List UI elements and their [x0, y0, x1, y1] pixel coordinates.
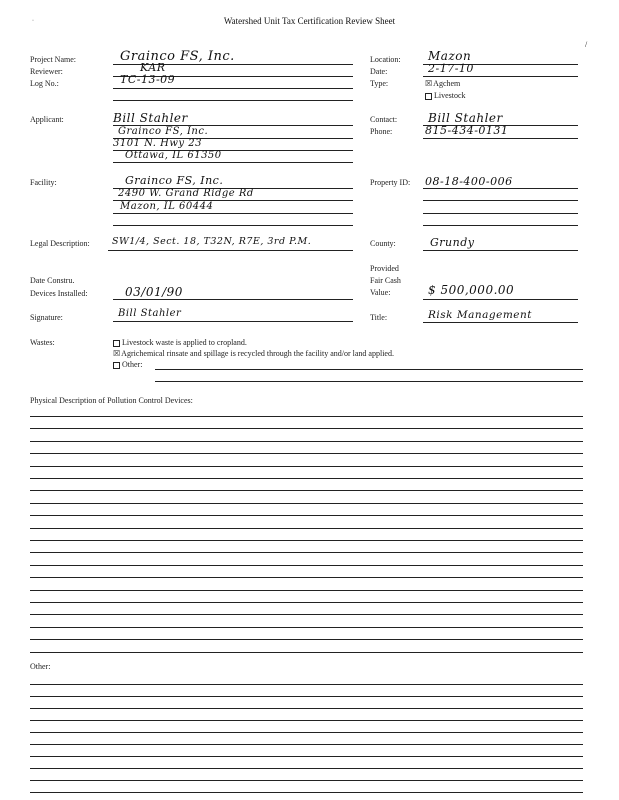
legal-description-value[interactable]: SW1/4, Sect. 18, T32N, R7E, 3rd P.M.: [112, 236, 312, 247]
ruled-line: [30, 490, 583, 491]
checked-icon: ☒: [425, 79, 433, 88]
ruled-line: [30, 780, 583, 781]
checkbox-icon: [113, 362, 120, 369]
ruled-line: [30, 720, 583, 721]
ruled-line: [30, 515, 583, 516]
legal-description-label: Legal Description:: [30, 239, 90, 248]
type-option-livestock[interactable]: Livestock: [425, 91, 466, 100]
ruled-line: [30, 708, 583, 709]
ruled-line: [30, 732, 583, 733]
other-heading: Other:: [30, 662, 51, 671]
ruled-line: [30, 540, 583, 541]
wastes-label: Wastes:: [30, 338, 55, 347]
log-no-label: Log No.:: [30, 79, 59, 88]
wastes-option-other[interactable]: Other:: [113, 360, 142, 369]
county-label: County:: [370, 239, 396, 248]
ruled-line: [30, 428, 583, 429]
fair-cash-label: Fair Cash: [370, 276, 401, 285]
ruled-line: [30, 416, 583, 417]
title-value[interactable]: Risk Management: [428, 309, 532, 321]
wastes-option-livestock[interactable]: Livestock waste is applied to cropland.: [113, 338, 247, 347]
ruled-line: [30, 441, 583, 442]
ruled-line: [30, 590, 583, 591]
title-label: Title:: [370, 313, 388, 322]
page-title: Watershed Unit Tax Certification Review Sheet: [223, 16, 396, 26]
checkbox-icon: [113, 340, 120, 347]
applicant-name-value[interactable]: Bill Stahler: [113, 111, 188, 125]
type-option-agchem[interactable]: ☒Agchem: [425, 79, 461, 88]
type-label: Type:: [370, 79, 389, 88]
ruled-line: [30, 478, 583, 479]
ruled-line: [30, 652, 583, 653]
scan-mark: /: [585, 40, 588, 49]
date-label: Date:: [370, 67, 388, 76]
applicant-address-value[interactable]: 3101 N. Hwy 23: [113, 138, 202, 149]
facility-label: Facility:: [30, 178, 57, 187]
applicant-label: Applicant:: [30, 115, 64, 124]
reviewer-label: Reviewer:: [30, 67, 63, 76]
ruled-line: [30, 577, 583, 578]
ruled-line: [30, 565, 583, 566]
date-constructed-label: Date Constru.: [30, 276, 75, 285]
wastes-option-agrichemicals[interactable]: ☒Agrichemical rinsate and spillage is recycled through the facility and/or land applied.: [113, 349, 394, 358]
ruled-line: [30, 684, 583, 685]
facility-name-value[interactable]: Grainco FS, Inc.: [125, 174, 224, 187]
phone-value[interactable]: 815-434-0131: [425, 124, 509, 137]
county-value[interactable]: Grundy: [430, 236, 475, 249]
physical-description-heading: Physical Description of Pollution Control Devices:: [30, 396, 193, 405]
reviewer-value[interactable]: KAR: [140, 61, 166, 74]
devices-installed-label: Devices Installed:: [30, 289, 88, 298]
provided-label: Provided: [370, 264, 399, 273]
fair-cash-value[interactable]: $ 500,000.00: [428, 283, 515, 297]
signature-value[interactable]: Bill Stahler: [118, 308, 182, 319]
project-name-value[interactable]: Grainco FS, Inc.: [120, 49, 235, 64]
ruled-line: [30, 744, 583, 745]
location-value[interactable]: Mazon: [428, 49, 472, 63]
date-value[interactable]: 2-17-10: [428, 62, 474, 75]
ruled-line: [30, 792, 583, 793]
ruled-line: [30, 466, 583, 467]
project-name-label: Project Name:: [30, 55, 76, 64]
signature-label: Signature:: [30, 313, 63, 322]
ruled-line: [30, 552, 583, 553]
ruled-line: [30, 602, 583, 603]
ruled-line: [30, 453, 583, 454]
facility-city-value[interactable]: Mazon, IL 60444: [120, 201, 214, 212]
devices-installed-value[interactable]: 03/01/90: [125, 285, 183, 299]
property-id-label: Property ID:: [370, 178, 411, 187]
ruled-line: [30, 639, 583, 640]
value-label: Value:: [370, 288, 391, 297]
checked-icon: ☒: [113, 349, 121, 358]
ruled-line: [30, 528, 583, 529]
ruled-line: [30, 503, 583, 504]
ruled-line: [30, 696, 583, 697]
checkbox-icon: [425, 93, 432, 100]
scan-mark: ·: [32, 18, 34, 24]
ruled-line: [30, 768, 583, 769]
contact-label: Contact:: [370, 115, 398, 124]
applicant-city-value[interactable]: Ottawa, IL 61350: [125, 150, 222, 161]
ruled-line: [30, 756, 583, 757]
property-id-value[interactable]: 08-18-400-006: [425, 175, 513, 188]
log-no-value[interactable]: TC-13-09: [120, 73, 176, 86]
contact-value[interactable]: Bill Stahler: [428, 111, 503, 125]
phone-label: Phone:: [370, 127, 393, 136]
location-label: Location:: [370, 55, 401, 64]
facility-address-value[interactable]: 2490 W. Grand Ridge Rd: [118, 188, 254, 199]
ruled-line: [30, 627, 583, 628]
ruled-line: [30, 614, 583, 615]
applicant-company-value[interactable]: Grainco FS, Inc.: [118, 126, 209, 137]
